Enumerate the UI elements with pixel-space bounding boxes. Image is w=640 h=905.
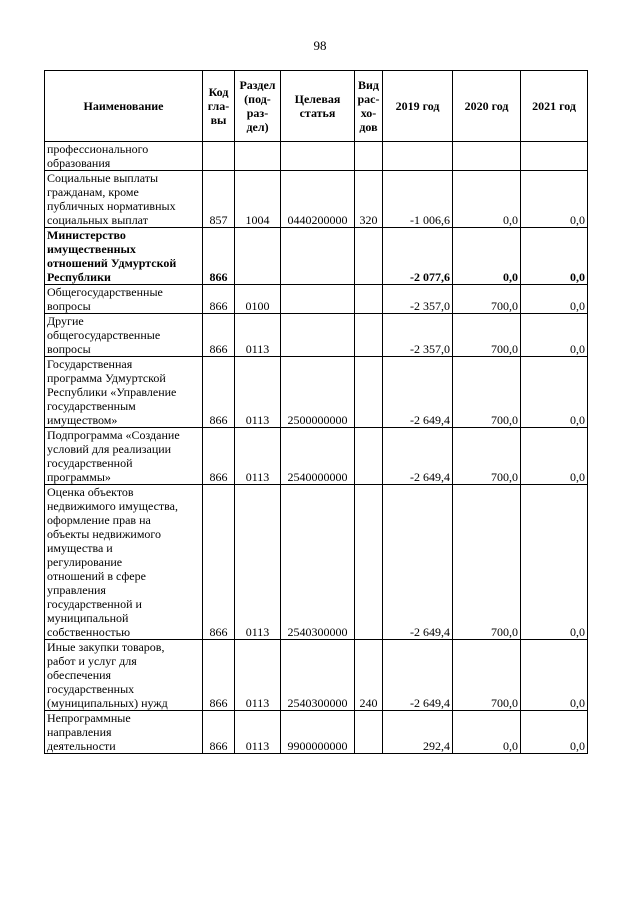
row-expense-type: [355, 428, 383, 485]
row-section: 0113: [235, 640, 281, 711]
header-expense-type: Вид рас- хо- дов: [355, 71, 383, 142]
row-target-article: 2540000000: [281, 428, 355, 485]
row-value-2019: -2 649,4: [383, 357, 453, 428]
row-name: Министерство имущественных отношений Удмуртской Республики: [45, 228, 203, 285]
page-number: 98: [313, 38, 327, 53]
row-value-2020: [453, 142, 521, 171]
row-chapter-code: 866: [203, 428, 235, 485]
row-section: [235, 142, 281, 171]
row-value-2021: 0,0: [521, 171, 588, 228]
header-name: Наименование: [45, 71, 203, 142]
header-target-article: Целевая статья: [281, 71, 355, 142]
row-name: Другие общегосударственные вопросы: [45, 314, 203, 357]
row-value-2019: [383, 142, 453, 171]
row-target-article: 9900000000: [281, 711, 355, 754]
row-target-article: [281, 314, 355, 357]
table-row: [45, 285, 588, 314]
row-value-2021: 0,0: [521, 228, 588, 285]
row-chapter-code: 866: [203, 485, 235, 640]
row-target-article: 2540300000: [281, 485, 355, 640]
row-chapter-code: 866: [203, 285, 235, 314]
row-value-2020: 700,0: [453, 314, 521, 357]
row-chapter-code: 866: [203, 357, 235, 428]
row-value-2020: 700,0: [453, 357, 521, 428]
row-value-2020: 0,0: [453, 171, 521, 228]
row-value-2021: 0,0: [521, 314, 588, 357]
row-value-2020: 700,0: [453, 485, 521, 640]
row-value-2019: 292,4: [383, 711, 453, 754]
row-name: Общегосударственные вопросы: [45, 285, 203, 314]
row-value-2020: 0,0: [453, 711, 521, 754]
row-chapter-code: 866: [203, 640, 235, 711]
row-value-2021: 0,0: [521, 485, 588, 640]
row-name: Подпрограмма «Создание условий для реализации государственной программы»: [45, 428, 203, 485]
row-value-2021: 0,0: [521, 711, 588, 754]
table-body: [45, 142, 588, 754]
row-chapter-code: 857: [203, 171, 235, 228]
row-target-article: [281, 228, 355, 285]
row-value-2019: -2 649,4: [383, 428, 453, 485]
row-value-2019: -2 357,0: [383, 285, 453, 314]
row-value-2019: -2 077,6: [383, 228, 453, 285]
row-name: профессионального образования: [45, 142, 203, 171]
budget-table: [44, 70, 588, 754]
row-section: 0113: [235, 314, 281, 357]
row-value-2019: -2 649,4: [383, 485, 453, 640]
row-section: 0113: [235, 357, 281, 428]
row-section: [235, 228, 281, 285]
table-row: [45, 228, 588, 285]
row-chapter-code: [203, 142, 235, 171]
row-expense-type: [355, 314, 383, 357]
table-row: [45, 711, 588, 754]
table-row: [45, 485, 588, 640]
row-target-article: [281, 285, 355, 314]
row-target-article: 2500000000: [281, 357, 355, 428]
row-target-article: 2540300000: [281, 640, 355, 711]
table-row: [45, 314, 588, 357]
row-value-2019: -2 357,0: [383, 314, 453, 357]
table-row: [45, 428, 588, 485]
header-2021: 2021 год: [521, 71, 588, 142]
table-header-row: [45, 71, 588, 142]
row-expense-type: [355, 228, 383, 285]
row-name: Оценка объектов недвижимого имущества, оформление прав на объекты недвижимого имущества и регулирование отношений в сфере управления государственной и муниципальной собственностью: [45, 485, 203, 640]
row-chapter-code: 866: [203, 314, 235, 357]
row-section: 0100: [235, 285, 281, 314]
row-expense-type: [355, 711, 383, 754]
row-section: 0113: [235, 485, 281, 640]
row-expense-type: [355, 485, 383, 640]
row-section: 0113: [235, 711, 281, 754]
table-row: [45, 640, 588, 711]
row-chapter-code: 866: [203, 228, 235, 285]
row-section: 0113: [235, 428, 281, 485]
row-expense-type: [355, 142, 383, 171]
row-section: 1004: [235, 171, 281, 228]
table-row: [45, 142, 588, 171]
row-value-2021: 0,0: [521, 640, 588, 711]
header-section: Раздел (под- раз- дел): [235, 71, 281, 142]
row-name: Иные закупки товаров, работ и услуг для обеспечения государственных (муниципальных) нужд: [45, 640, 203, 711]
row-value-2021: 0,0: [521, 357, 588, 428]
row-name: Государственная программа Удмуртской Республики «Управление государственным имуществом»: [45, 357, 203, 428]
row-target-article: 0440200000: [281, 171, 355, 228]
table-row: [45, 357, 588, 428]
row-name: Социальные выплаты гражданам, кроме публичных нормативных социальных выплат: [45, 171, 203, 228]
row-expense-type: 240: [355, 640, 383, 711]
row-value-2021: 0,0: [521, 285, 588, 314]
row-value-2019: -1 006,6: [383, 171, 453, 228]
row-expense-type: [355, 285, 383, 314]
row-value-2020: 0,0: [453, 228, 521, 285]
row-value-2021: 0,0: [521, 428, 588, 485]
row-value-2020: 700,0: [453, 640, 521, 711]
table-row: [45, 171, 588, 228]
row-expense-type: 320: [355, 171, 383, 228]
row-expense-type: [355, 357, 383, 428]
row-value-2019: -2 649,4: [383, 640, 453, 711]
row-target-article: [281, 142, 355, 171]
header-2019: 2019 год: [383, 71, 453, 142]
row-value-2020: 700,0: [453, 285, 521, 314]
header-2020: 2020 год: [453, 71, 521, 142]
row-value-2020: 700,0: [453, 428, 521, 485]
row-name: Непрограммные направления деятельности: [45, 711, 203, 754]
row-chapter-code: 866: [203, 711, 235, 754]
header-chapter-code: Код гла- вы: [203, 71, 235, 142]
row-value-2021: [521, 142, 588, 171]
